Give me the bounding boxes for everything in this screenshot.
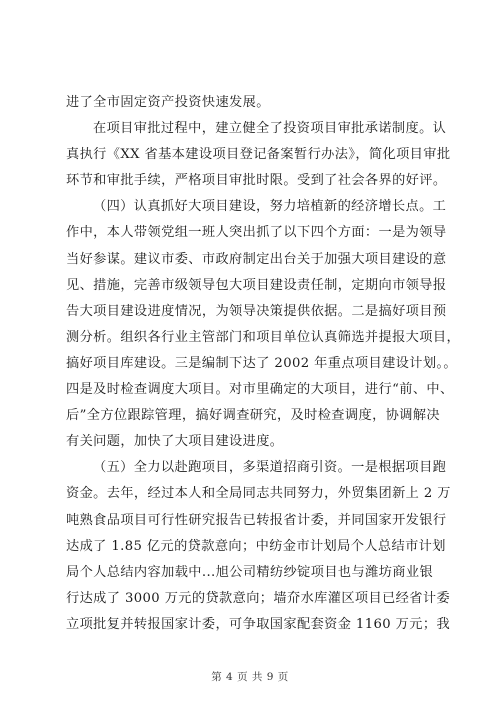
text-line: 立项批复并转报国家计委，可争取国家配套资金 1160 万元；我 — [66, 616, 451, 632]
text-line: 当好参谋。建议市委、市政府制定出台关于加强大项目建设的意 — [66, 251, 447, 267]
text-line: 有关问题，加快了大项目建设进度。 — [66, 434, 284, 450]
text-line: 测分析。组织各行业主管部门和项目单位认真筛选并提报大项目， — [66, 329, 461, 345]
text-line: 搞好项目库建设。三是编制下达了 2002 年重点项目建设计划。。 — [66, 355, 458, 371]
body-text — [66, 90, 461, 638]
text-line: 达成了 1.85 亿元的贷款意向；中纺金市计划局个人总结市计划 — [66, 538, 446, 554]
text-line: 环节和审批手续，严格项目审批时限。受到了社会各界的好评。 — [66, 173, 447, 189]
text-line: 进了全市固定资产投资快速发展。 — [66, 95, 270, 110]
text-line: 告大项目建设进度情况，为领导决策提供依据。二是搞好项目预 — [66, 303, 447, 319]
text-line: 局个人总结内容加载中...旭公司精纺纱锭项目也与潍坊商业银 — [66, 564, 434, 580]
text-line: 资金。去年，经过本人和全局同志共同努力，外贸集团新上 2 万 — [66, 486, 451, 502]
text-line: 在项目审批过程中，建立健全了投资项目审批承诺制度。认 — [93, 121, 447, 137]
text-line: 后”全方位跟踪管理，搞好调查研究，及时检查调度，协调解决 — [66, 408, 441, 424]
text-line: 作中，本人带领党组一班人突出抓了以下四个方面：一是为领导 — [66, 225, 447, 241]
text-line: 行达成了 3000 万元的贷款意向；墙夼水库灌区项目已经省计委 — [66, 590, 451, 606]
page-footer: 第 4 页 共 9 页 — [211, 671, 289, 683]
text-line: 吨熟食品项目可行性研究报告已转报省计委，并同国家开发银行 — [66, 512, 447, 528]
text-line: 四是及时检查调度大项目。对市里确定的大项目，进行“前、中、 — [66, 382, 454, 398]
text-line: 真执行《XX 省基本建设项目登记备案暂行办法》，简化项目审批 — [66, 147, 451, 163]
text-line: 见、措施，完善市级领导包大项目建设责任制，定期向市领导报 — [66, 277, 447, 293]
text-line: （五）全力以赴跑项目，多渠道招商引资。一是根据项目跑 — [93, 460, 447, 476]
text-line: （四）认真抓好大项目建设，努力培植新的经济增长点。工 — [93, 199, 447, 215]
